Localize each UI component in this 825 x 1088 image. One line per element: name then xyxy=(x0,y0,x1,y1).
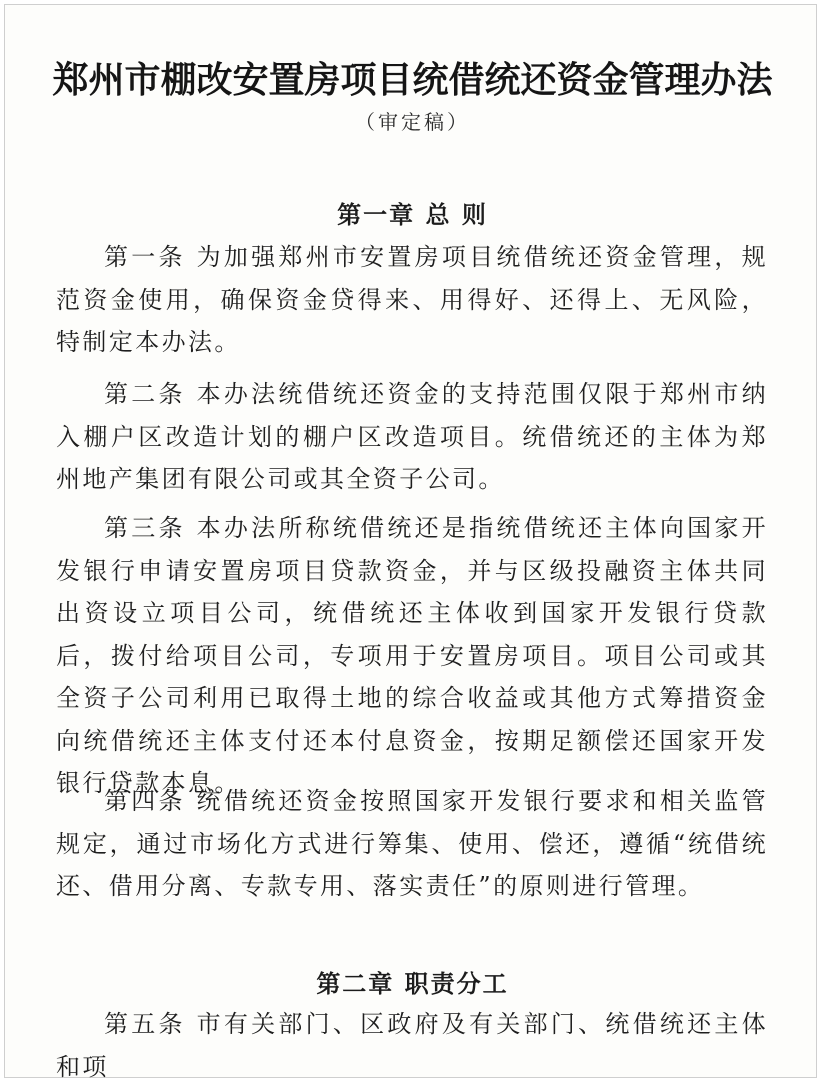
document-title: 郑州市棚改安置房项目统借统还资金管理办法 xyxy=(52,59,773,101)
chapter-heading: 第一章 总 则 xyxy=(337,201,488,229)
article-paragraph: 第五条 市有关部门、区政府及有关部门、统借统还主体和项 xyxy=(56,1010,768,1081)
article-paragraph: 第一条 为加强郑州市安置房项目统借统还资金管理，规范资金使用，确保资金贷得来、用得好、还得上、无风险，特制定本办法。 xyxy=(56,243,768,356)
article-paragraph: 第四条 统借统还资金按照国家开发银行要求和相关监管规定，通过市场化方式进行筹集、使用、偿还，遵循“统借统还、借用分离、专款专用、落实责任”的原则进行管理。 xyxy=(56,787,768,900)
article-paragraph: 第二条 本办法统借统还资金的支持范围仅限于郑州市纳入棚户区改造计划的棚户区改造项目。统借统还的主体为郑州地产集团有限公司或其全资子公司。 xyxy=(56,380,768,493)
article-paragraph: 第三条 本办法所称统借统还是指统借统还主体向国家开发银行申请安置房项目贷款资金，并与区级投融资主体共同出资设立项目公司，统借统还主体收到国家开发银行贷款后，拨付给项目公司，专项用于安置房项目。项目公司或其全资子公司利用已取得土地的综合收益或其他方式筹措资金向统借统还主体支付还本付息资金，按期足额偿还国家开发银行贷款本息。 xyxy=(56,514,768,797)
document-subtitle: （审定稿） xyxy=(355,110,470,134)
chapter-heading: 第二章 职责分工 xyxy=(316,970,509,998)
